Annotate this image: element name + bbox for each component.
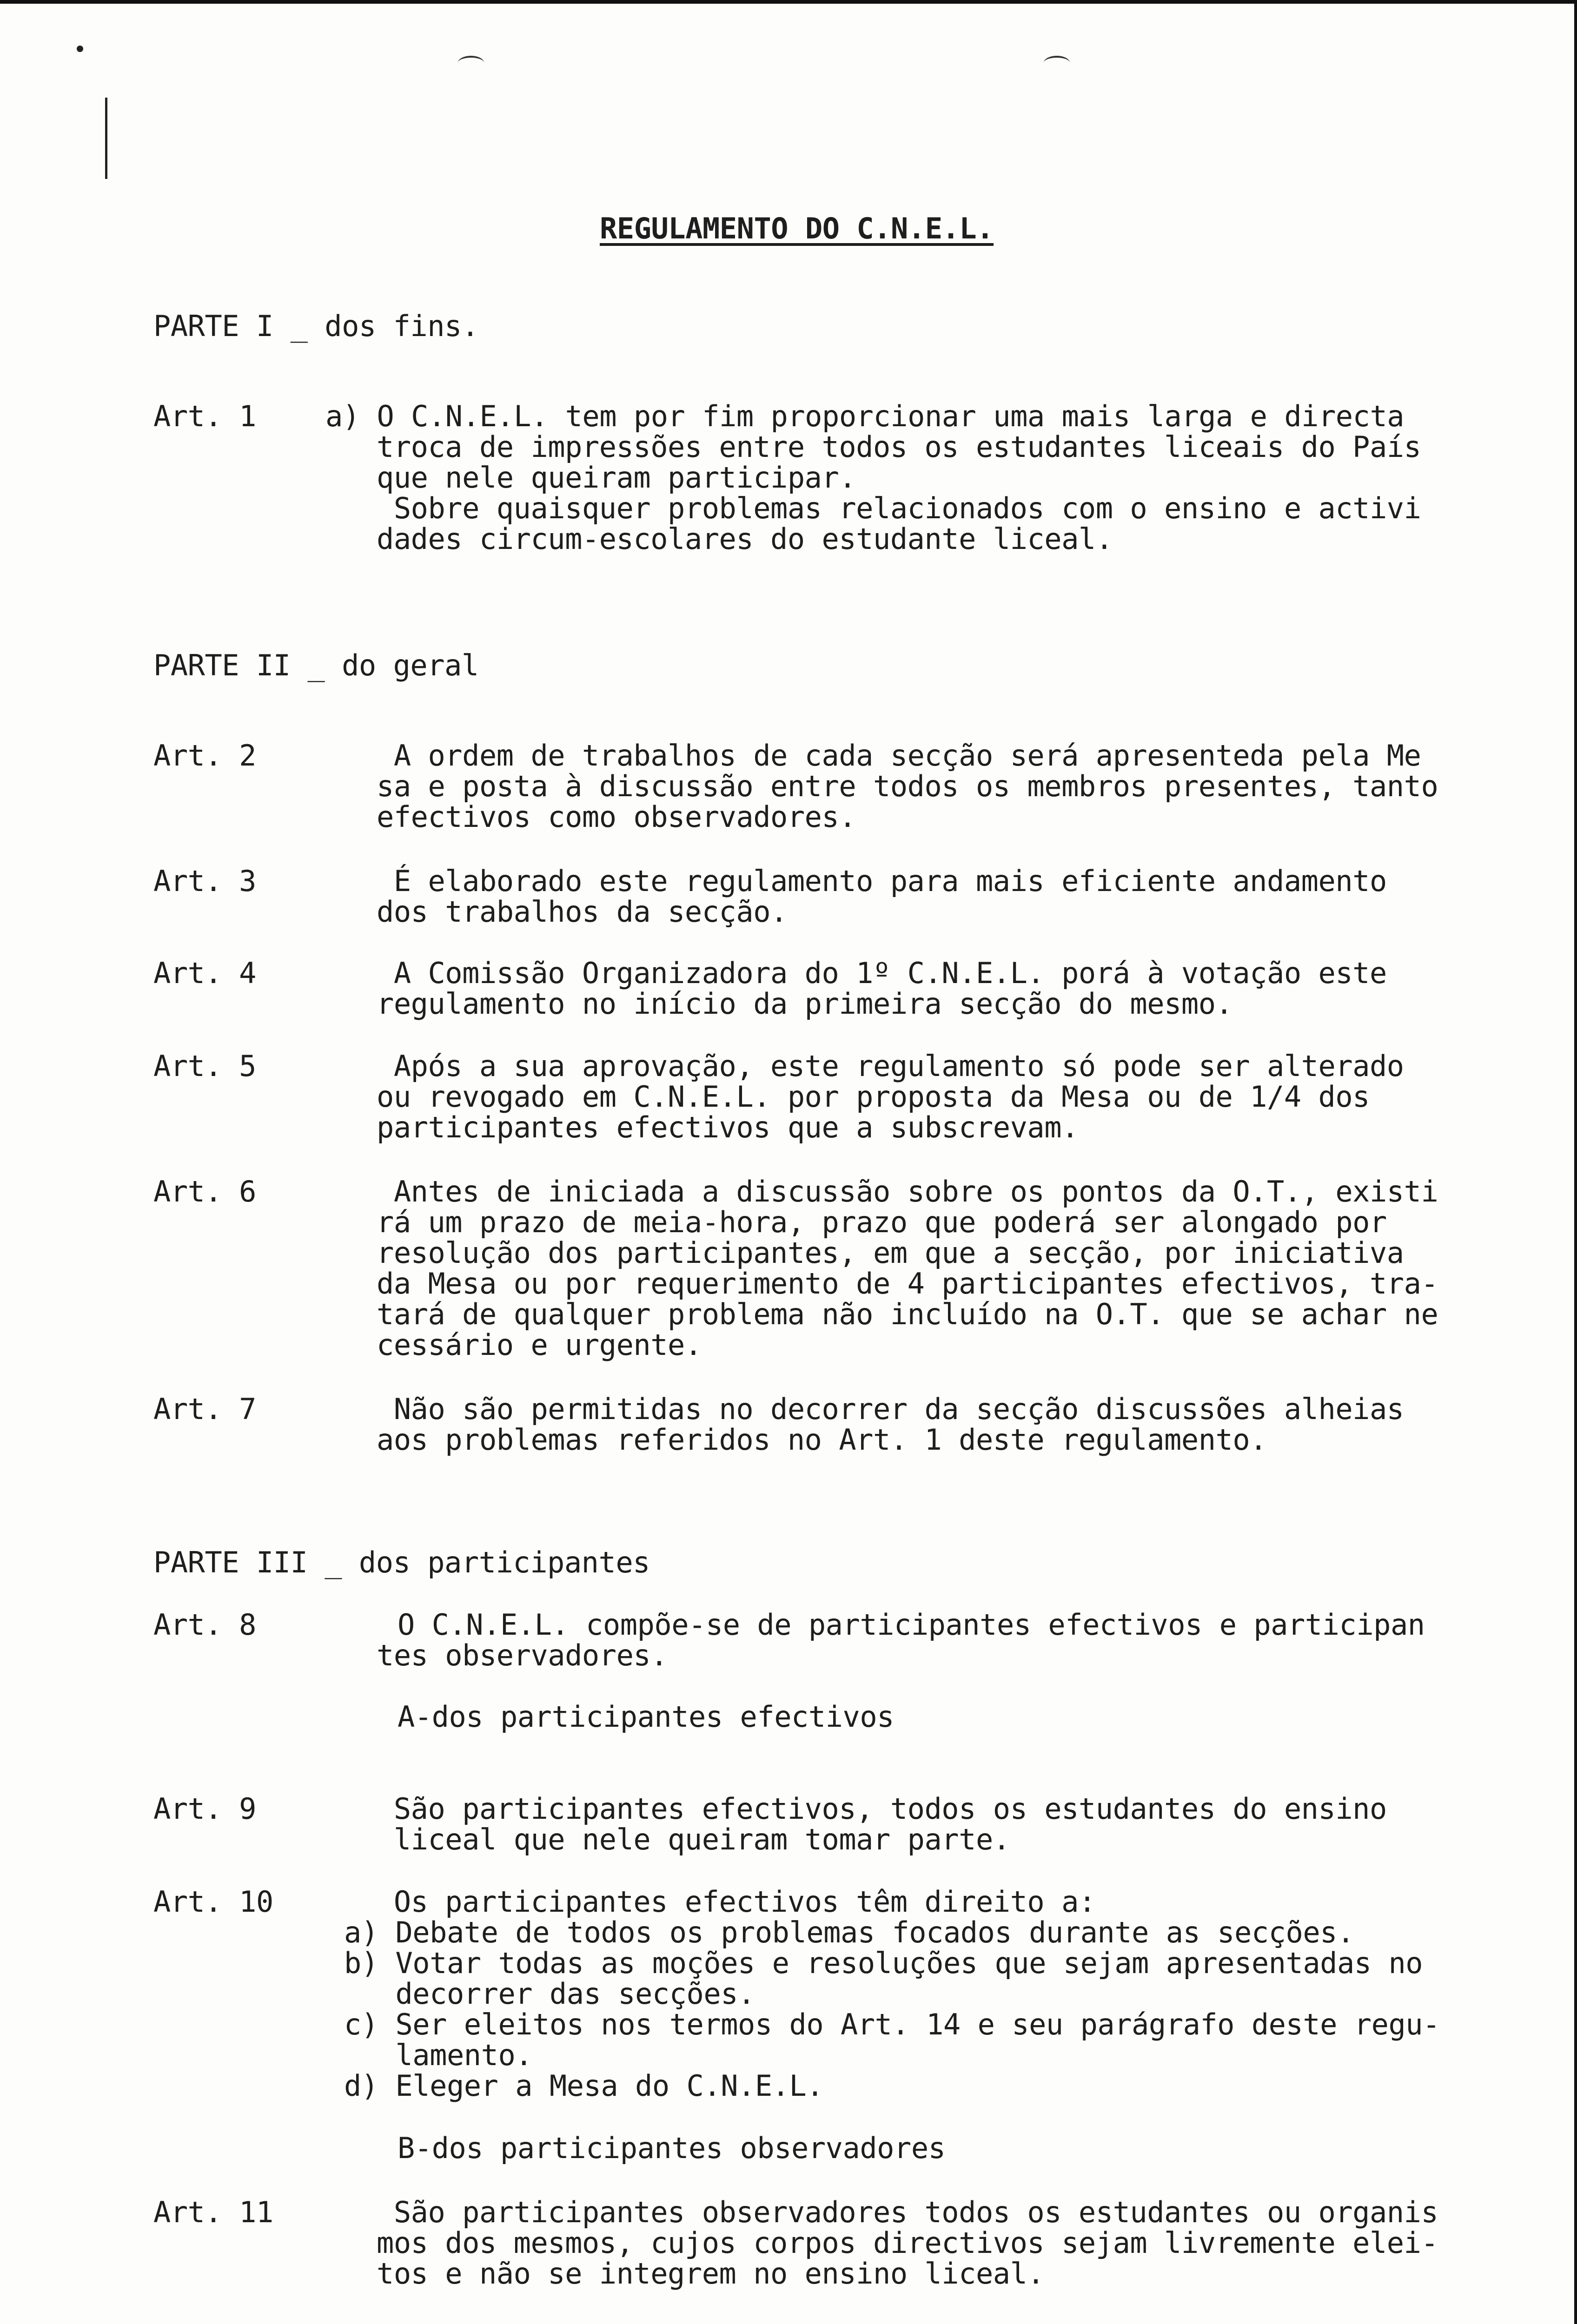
article-label-11: Art. 11 bbox=[153, 2195, 273, 2229]
art1-line: Sobre quaisquer problemas relacionados com o ensino e activi bbox=[377, 491, 1421, 525]
article-label-3: Art. 3 bbox=[153, 864, 256, 898]
art2-line: sa e posta à discussão entre todos os membros presentes, tanto bbox=[377, 769, 1438, 803]
art1-line: dades circum-escolares do estudante liceal. bbox=[377, 522, 1113, 556]
art6-line: rá um prazo de meia-hora, prazo que poderá ser alongado por bbox=[377, 1205, 1387, 1239]
art7-line: aos problemas referidos no Art. 1 deste regulamento. bbox=[377, 1423, 1267, 1457]
margin-mark bbox=[105, 98, 107, 179]
article-label-7: Art. 7 bbox=[153, 1392, 256, 1426]
scan-mark bbox=[458, 56, 484, 70]
art10-line: Os participantes efectivos têm direito a: bbox=[377, 1885, 1096, 1919]
art5-line: participantes efectivos que a subscrevam. bbox=[377, 1110, 1079, 1144]
ink-dot bbox=[77, 46, 83, 52]
art3-line: É elaborado este regulamento para mais eficiente andamento bbox=[377, 864, 1387, 898]
article-label-4: Art. 4 bbox=[153, 956, 256, 990]
art3-line: dos trabalhos da secção. bbox=[377, 895, 788, 929]
art6-line: cessário e urgente. bbox=[377, 1328, 702, 1362]
art5-line: Após a sua aprovação, este regulamento só pode ser alterado bbox=[377, 1049, 1404, 1083]
article-label-8: Art. 8 bbox=[153, 1608, 256, 1642]
art2-line: A ordem de trabalhos de cada secção será apresenteda pela Me bbox=[377, 739, 1421, 772]
art6-line: Antes de iniciada a discussão sobre os pontos da O.T., existi bbox=[377, 1175, 1438, 1208]
article-label-5: Art. 5 bbox=[153, 1049, 256, 1083]
art1-line: troca de impressões entre todos os estudantes liceais do País bbox=[377, 430, 1421, 464]
art4-line: regulamento no início da primeira secção do mesmo. bbox=[377, 987, 1233, 1021]
art8-line: tes observadores. bbox=[377, 1638, 668, 1672]
art11-line: mos dos mesmos, cujos corpos directivos sejam livremente elei- bbox=[377, 2226, 1438, 2260]
art6-line: tará de qualquer problema não incluído na O.T. que se achar ne bbox=[377, 1297, 1438, 1331]
document-title: REGULAMENTO DO C.N.E.L. bbox=[600, 211, 994, 245]
art6-line: resolução dos participantes, em que a secção, por iniciativa bbox=[377, 1236, 1404, 1270]
art10-item-c-cont: lamento. bbox=[344, 2038, 533, 2072]
art7-line: Não são permitidas no decorrer da secção discussões alheias bbox=[377, 1392, 1404, 1426]
art9-line: liceal que nele queiram tomar parte. bbox=[377, 1822, 1010, 1856]
article-label-10: Art. 10 bbox=[153, 1885, 273, 1919]
art1-line: a) O C.N.E.L. tem por fim proporcionar uma mais larga e directa bbox=[325, 399, 1405, 433]
scan-mark bbox=[1044, 56, 1070, 70]
art4-line: A Comissão Organizadora do 1º C.N.E.L. porá à votação este bbox=[377, 956, 1387, 990]
section-heading-a: A-dos participantes efectivos bbox=[398, 1700, 894, 1734]
art6-line: da Mesa ou por requerimento de 4 participantes efectivos, tra- bbox=[377, 1267, 1438, 1301]
art10-item-c: c) Ser eleitos nos termos do Art. 14 e seu parágrafo deste regu- bbox=[344, 2007, 1440, 2041]
article-label-1: Art. 1 bbox=[153, 399, 256, 433]
art10-item-d: d) Eleger a Mesa do C.N.E.L. bbox=[344, 2069, 824, 2103]
article-label-2: Art. 2 bbox=[153, 739, 256, 772]
art2-line: efectivos como observadores. bbox=[377, 800, 856, 834]
art8-line: O C.N.E.L. compõe-se de participantes efectivos e participan bbox=[398, 1608, 1425, 1642]
part-heading-3: PARTE III _ dos participantes bbox=[153, 1545, 650, 1579]
section-heading-b: B-dos participantes observadores bbox=[398, 2131, 946, 2165]
art5-line: ou revogado em C.N.E.L. por proposta da Mesa ou de 1/4 dos bbox=[377, 1080, 1370, 1114]
article-label-9: Art. 9 bbox=[153, 1792, 256, 1826]
art10-item-b-cont: decorrer das secções. bbox=[344, 1977, 755, 2011]
art10-item-a: a) Debate de todos os problemas focados durante as secções. bbox=[344, 1915, 1354, 1949]
part-heading-1: PARTE I _ dos fins. bbox=[153, 309, 479, 343]
art10-item-b: b) Votar todas as moções e resoluções que sejam apresentadas no bbox=[344, 1946, 1423, 1980]
scan-top-edge bbox=[0, 0, 1577, 4]
art9-line: São participantes efectivos, todos os estudantes do ensino bbox=[377, 1792, 1387, 1826]
part-heading-2: PARTE II _ do geral bbox=[153, 648, 479, 682]
art11-line: tos e não se integrem no ensino liceal. bbox=[377, 2257, 1045, 2291]
scan-right-edge bbox=[1574, 0, 1577, 2324]
art1-line: que nele queiram participar. bbox=[377, 461, 856, 495]
article-label-6: Art. 6 bbox=[153, 1175, 256, 1208]
art11-line: São participantes observadores todos os estudantes ou organis bbox=[377, 2195, 1438, 2229]
